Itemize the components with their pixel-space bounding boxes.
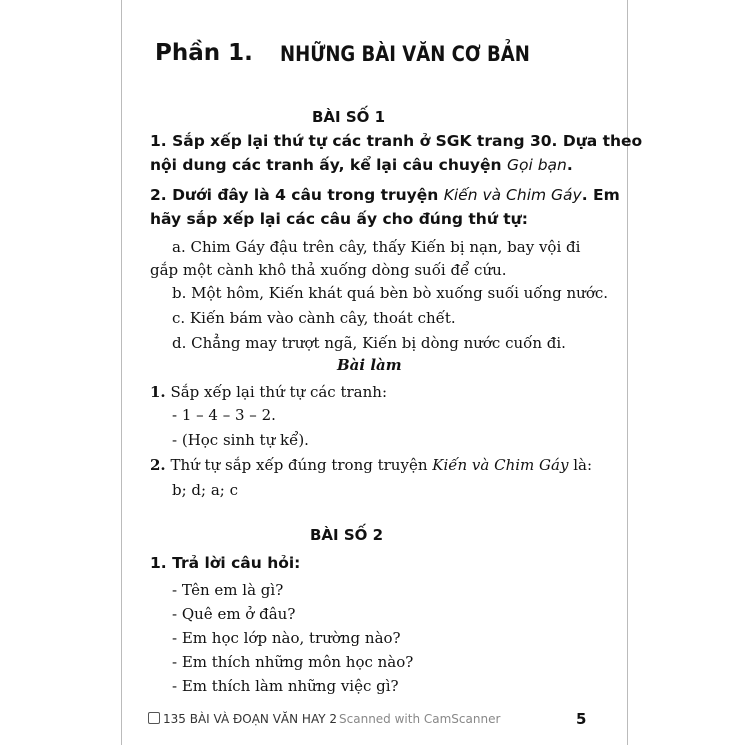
answer-1 [150,380,387,404]
question-2-text: 2. Dưới đây là 4 câu trong truyện [150,186,444,204]
footer-book-title: 135 BÀI VÀ ĐOẠN VĂN HAY 2 [163,712,338,726]
answer-2-number: 2. [150,456,166,474]
question-1-period: . [566,156,573,174]
answer-2-result: b; d; a; c [172,481,239,499]
part-title: NHỮNG BÀI VĂN CƠ BẢN [280,42,530,66]
answer-2-text: Thứ tự sắp xếp đúng trong truyện [165,456,433,474]
answer-1-note: - (Học sinh tự kể). [172,431,309,449]
camscanner-watermark: Scanned with CamScanner [339,712,501,726]
answer-1-number: 1. [150,383,166,401]
page-number: 5 [576,710,587,728]
question-2-tail: . Em [581,186,620,204]
part-label: Phần 1. [155,40,253,66]
answer-2 [150,453,592,477]
question-1-text: nội dung các tranh ấy, kể lại câu chuyện [150,156,507,174]
story-title-kien: Kiến và Chim Gáy [443,186,582,204]
answer-1-order: - 1 – 4 – 3 – 2. [172,406,276,424]
item-b: b. Một hôm, Kiến khát quá bèn bò xuống suối uống nước. [172,284,609,302]
section2-question-1: 1. Trả lời câu hỏi: [150,554,301,572]
list-item: - Quê em ở đâu? [172,605,296,623]
item-d: d. Chẳng may trượt ngã, Kiến bị dòng nước cuốn đi. [172,334,566,352]
list-item: - Em thích làm những việc gì? [172,677,399,695]
question-2-line-1 [150,184,620,206]
item-a-line-2: gắp một cành khô thả xuống dòng suối để cứu. [150,261,507,279]
question-1-line-2 [150,154,573,176]
answer-2-tail: là: [568,456,592,474]
item-c: c. Kiến bám vào cành cây, thoát chết. [172,309,456,327]
list-item: - Em thích những môn học nào? [172,653,414,671]
question-1-line-1: 1. Sắp xếp lại thứ tự các tranh ở SGK trang 30. Dựa theo [150,132,643,150]
answer-heading: Bài làm [337,356,402,374]
story-title-goi-ban: Gọi bạn [506,156,567,174]
item-a-line-1: a. Chim Gáy đậu trên cây, thấy Kiến bị nạn, bay vội đi [172,238,581,256]
section1-title: BÀI SỐ 1 [312,108,386,126]
answer-1-text: Sắp xếp lại thứ tự các tranh: [165,383,387,401]
footer [148,712,500,726]
answer-2-story-title: Kiến và Chim Gáy [432,456,569,474]
list-item: - Em học lớp nào, trường nào? [172,629,401,647]
question-2-line-2: hãy sắp xếp lại các câu ấy cho đúng thứ tự: [150,210,528,228]
camscanner-logo-icon [148,712,160,724]
section2-title: BÀI SỐ 2 [310,526,384,544]
list-item: - Tên em là gì? [172,581,284,599]
